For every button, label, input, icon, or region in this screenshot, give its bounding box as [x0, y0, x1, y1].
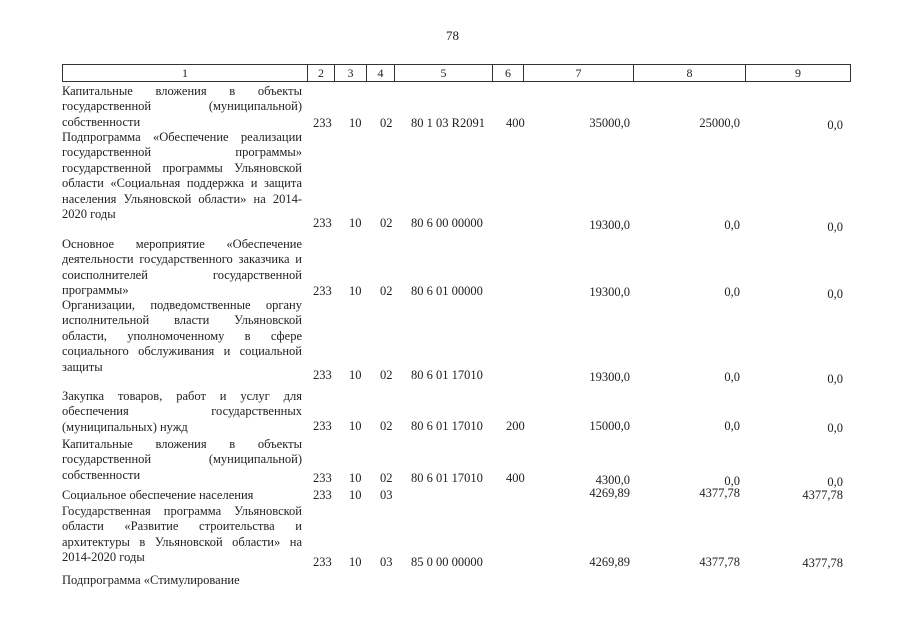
cell-col-8: 4377,78: [699, 486, 740, 500]
cell-col-3: 10: [349, 419, 362, 433]
cell-col-3: 10: [349, 471, 362, 485]
cell-col-9: 0,0: [827, 475, 843, 489]
cell-col-9: 0,0: [827, 421, 843, 435]
cell-col-5: 80 6 00 00000: [411, 216, 483, 230]
cell-col-2: 233: [313, 368, 332, 382]
row-description: Капитальные вложения в объекты государственной (муниципальной) собственности: [62, 437, 302, 482]
cell-col-2: 233: [313, 284, 332, 298]
cell-col-9: 0,0: [827, 220, 843, 234]
table-header: [62, 64, 851, 82]
table-row: [0, 84, 905, 130]
cell-col-4: 02: [380, 419, 393, 433]
cell-col-8: 0,0: [724, 285, 740, 299]
cell-col-8: 0,0: [724, 419, 740, 433]
table-row: [0, 504, 905, 573]
cell-col-8: 0,0: [724, 474, 740, 488]
header-col-4: 4: [367, 65, 395, 81]
row-description: Социальное обеспечение населения: [62, 488, 254, 502]
row-description: Подпрограмма «Обеспечение реализации государственной программы» государственной программы Ульяновской области «Социальная поддержка и защита населения Ульяновской области» на 2014-2020 годы: [62, 130, 302, 222]
cell-col-4: 02: [380, 368, 393, 382]
cell-col-9: 4377,78: [802, 488, 843, 502]
cell-col-2: 233: [313, 555, 332, 569]
cell-col-2: 233: [313, 116, 332, 130]
row-description: Закупка товаров, работ и услуг для обеспечения государственных (муниципальных) нужд: [62, 389, 302, 434]
cell-col-8: 0,0: [724, 218, 740, 232]
cell-col-4: 02: [380, 284, 393, 298]
cell-col-6: 200: [506, 419, 525, 433]
cell-col-9: 4377,78: [802, 556, 843, 570]
row-description: Подпрограмма «Стимулирование: [62, 573, 240, 587]
cell-col-6: 400: [506, 471, 525, 485]
header-col-2: 2: [308, 65, 335, 81]
cell-col-5: 80 6 01 17010: [411, 419, 483, 433]
cell-col-3: 10: [349, 284, 362, 298]
cell-col-6: 400: [506, 116, 525, 130]
table-row: [0, 437, 905, 488]
row-description: Основное мероприятие «Обеспечение деятельности государственного заказчика и соисполнителей государственной программы»: [62, 237, 302, 298]
cell-col-2: 233: [313, 488, 332, 502]
cell-col-8: 0,0: [724, 370, 740, 384]
cell-col-8: 4377,78: [699, 555, 740, 569]
cell-col-9: 0,0: [827, 118, 843, 132]
cell-col-3: 10: [349, 116, 362, 130]
cell-col-7: 15000,0: [589, 419, 630, 433]
cell-col-9: 0,0: [827, 372, 843, 386]
table-row: [0, 298, 905, 389]
cell-col-4: 02: [380, 216, 393, 230]
cell-col-5: 80 6 01 17010: [411, 368, 483, 382]
header-col-9: 9: [795, 66, 801, 80]
cell-col-4: 03: [380, 555, 393, 569]
table-row: [0, 488, 905, 504]
cell-col-7: 4269,89: [589, 486, 630, 500]
table-row: [0, 130, 905, 237]
cell-col-5: 80 6 01 00000: [411, 284, 483, 298]
cell-col-3: 10: [349, 488, 362, 502]
cell-col-2: 233: [313, 419, 332, 433]
header-col-6: 6: [493, 65, 524, 81]
cell-col-3: 10: [349, 368, 362, 382]
header-col-8: 8: [634, 65, 746, 81]
table-row: [0, 389, 905, 437]
cell-col-4: 02: [380, 471, 393, 485]
cell-col-7: 4269,89: [589, 555, 630, 569]
header-col-5: 5: [395, 65, 493, 81]
row-description: Капитальные вложения в объекты государственной (муниципальной) собственности: [62, 84, 302, 129]
cell-col-7: 19300,0: [589, 370, 630, 384]
row-description: Организации, подведомственные органу исполнительной власти Ульяновской области, уполномоченному в сфере социального обслуживания и социальной защиты: [62, 298, 302, 374]
header-col-1: 1: [63, 65, 308, 81]
cell-col-5: 80 1 03 R2091: [411, 116, 485, 130]
table-row: [0, 237, 905, 301]
header-col-7: 7: [524, 65, 634, 81]
cell-col-4: 03: [380, 488, 393, 502]
cell-col-3: 10: [349, 555, 362, 569]
cell-col-2: 233: [313, 216, 332, 230]
cell-col-7: 19300,0: [589, 285, 630, 299]
cell-col-7: 4300,0: [595, 473, 630, 487]
row-description: Государственная программа Ульяновской области «Развитие строительства и архитектуры в Ульяновской области» на 2014-2020 годы: [62, 504, 302, 565]
page-number: 78: [446, 28, 459, 43]
header-col-3: 3: [335, 65, 367, 81]
cell-col-5: 85 0 00 00000: [411, 555, 483, 569]
cell-col-7: 35000,0: [589, 116, 630, 130]
cell-col-2: 233: [313, 471, 332, 485]
cell-col-5: 80 6 01 17010: [411, 471, 483, 485]
cell-col-4: 02: [380, 116, 393, 130]
cell-col-8: 25000,0: [699, 116, 740, 130]
table-body: [0, 84, 905, 593]
cell-col-9: 0,0: [827, 287, 843, 301]
table-row: [0, 573, 905, 593]
cell-col-3: 10: [349, 216, 362, 230]
cell-col-7: 19300,0: [589, 218, 630, 232]
